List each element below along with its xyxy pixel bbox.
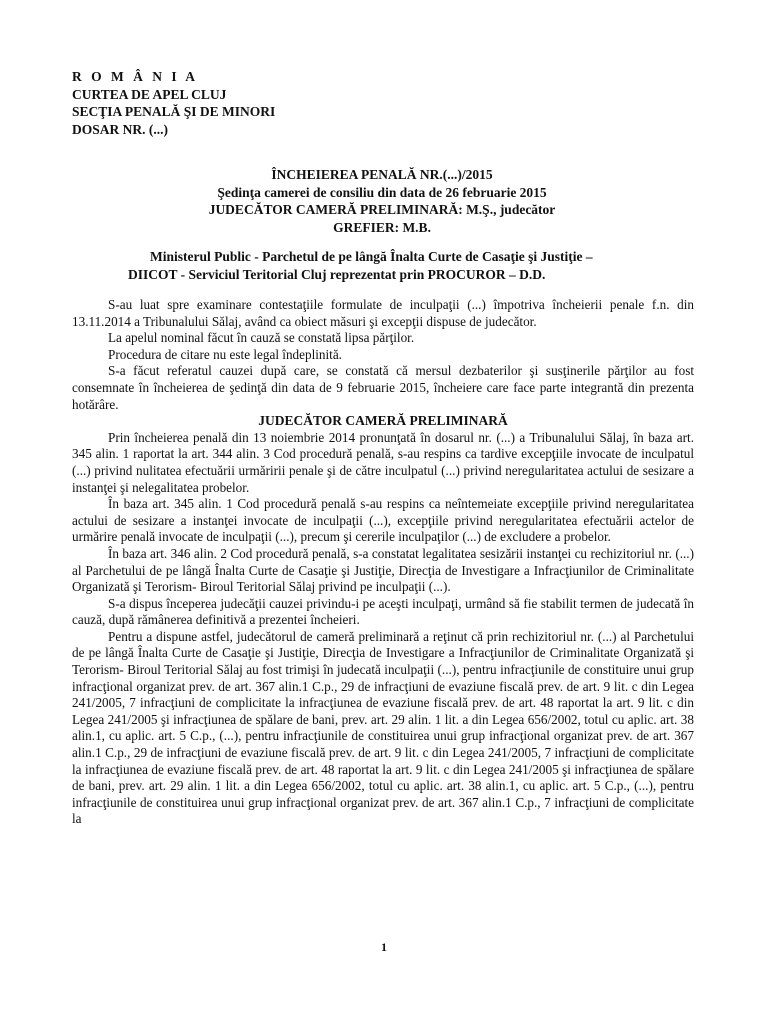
document-title-block — [72, 166, 692, 236]
court-section: SECŢIA PENALĂ ŞI DE MINORI — [72, 104, 276, 119]
session-info: Şedinţa camerei de consiliu din data de 26 februarie 2015 — [217, 184, 547, 200]
main-paragraph: Prin încheierea penală din 13 noiembrie 2014 pronunţată în dosarul nr. (...) a Tribunalului Sălaj, în baza art. 345 alin. 1 raportat la art. 344 alin. 3 Cod procedură penală, s-au respins ca tardive excepţiile invocate de inculpatul (...) privind nulitatea efectuării urmăririi penale şi de către inculpatul (...) privind neregularitatea actului de sesizare a instanţei şi nelegalitatea probelor. — [72, 429, 694, 495]
file-number: DOSAR NR. (...) — [72, 121, 168, 137]
court-name: CURTEA DE APEL CLUJ — [72, 86, 227, 102]
country-name: R O M Â N I A — [72, 69, 198, 84]
intro-paragraph: La apelul nominal făcut în cauză se constată lipsa părţilor. — [108, 330, 415, 346]
court-header — [72, 68, 275, 138]
document-body — [72, 297, 694, 828]
prosecutor-line-2: DIICOT - Serviciul Teritorial Cluj reprezentat prin PROCUROR – D.D. — [128, 266, 546, 282]
main-paragraph: S-a dispus începerea judecăţii cauzei privindu-i pe aceşti inculpaţi, urmând să fie stabilit termen de judecată în cauză, după rămânerea definitivă a prezentei încheieri. — [72, 595, 694, 628]
intro-paragraph: S-a făcut referatul cauzei după care, se constată că mersul dezbaterilor şi susţinerile părţilor au fost consemnate în încheierea de şedinţă din data de 9 februarie 2015, încheiere care face parte integrantă din prezenta hotărâre. — [72, 363, 694, 412]
main-paragraph: Pentru a dispune astfel, judecătorul de cameră preliminară a reţinut că prin rechizitoriul nr. (...) al Parchetului de pe lângă Înalta Curte de Casaţie şi Justiţie, Direcţia de Investigare a Infracţiunilor de Criminalitate Organizată şi Terorism- Biroul Teritorial Sălaj au fost trimişi în judecată inculpaţii (...), pentru infracţiunile de constituire unui grup infracţional organizat prev. de art. 367 alin.1 C.p., 29 de infracţiuni de evaziune fiscală prev. de art. 9 lit. c din Legea 241/2005, 7 infracţiuni de complicitate la infracţiunea de evaziune fiscală prev. de art. 48 raportat la art. 9 lit. c din Legea 241/2005 şi infracţiunea de spălare de bani, prev. art. 29 alin. 1 lit. a din Legea 656/2002, totul cu aplic. art. 38 alin.1, cu aplic. art. 5 C.p., (...), pentru infracţiunile de constituirea unui grup infracţional organizat prev. de art. 367 alin.1 C.p., 29 de infracţiuni de evaziune fiscală prev. de art. 9 lit. c din Legea 241/2005, 7 infracţiuni de complicitate la infracţiunea de evaziune fiscală prev. de art. 48 raportat la art. 9 lit. c din Legea 241/2005 şi infracţiunea de spălare de bani, prev. art. 29 alin. 1 lit. a din Legea 656/2002, totul cu aplic. art. 38 alin.1, cu aplic. art. 5 C.p., (...), pentru infracţiunile de constituirea unui grup infracţional organizat prev. de art. 367 alin.1 C.p., 7 infracţiuni de complicitate la — [72, 628, 694, 827]
judge-info: JUDECĂTOR CAMERĂ PRELIMINARĂ: M.Ş., judecător — [208, 202, 556, 217]
intro-paragraph: S-au luat spre examinare contestaţiile formulate de inculpaţii (...) împotriva încheierii penale f.n. din 13.11.2014 a Tribunalului Sălaj, având ca obiect măsuri şi excepţii dispuse de judecător. — [72, 297, 694, 329]
clerk-info: GREFIER: M.B. — [333, 219, 431, 235]
intro-paragraph: Procedura de citare nu este legal îndeplinită. — [108, 346, 342, 362]
prosecutor-line-1: Ministerul Public - Parchetul de pe lângă Înalta Curte de Casaţie şi Justiţie – — [150, 249, 593, 264]
document-title: ÎNCHEIEREA PENALĂ NR.(...)/2015 — [271, 167, 493, 182]
main-paragraph: În baza art. 346 alin. 2 Cod procedură penală, s-a constatat legalitatea sesizării instanţei cu rechizitoriul nr. (...) al Parchetului de pe lângă Înalta Curte de Casaţie şi Justiţie, Direcţia de Investigare a Infracţiunilor de Criminalitate Organizată şi Terorism- Biroul Teritorial Sălaj privind pe inculpaţii (...). — [72, 545, 694, 595]
main-paragraph: În baza art. 345 alin. 1 Cod procedură penală s-au respins ca neîntemeiate excepţiile privind neregularitatea actului de sesizare a instanţei invocate de inculpaţii (...), excepţiile privind neregularitatea efectuării actelor de urmărire penală invocate de inculpaţii (...), precum şi cererile inculpaţilor (...) de excludere a probelor. — [72, 496, 694, 545]
prosecutor-block — [128, 248, 690, 283]
page-number: 1 — [381, 940, 387, 954]
section-title: JUDECĂTOR CAMERĂ PRELIMINARĂ — [258, 413, 508, 429]
